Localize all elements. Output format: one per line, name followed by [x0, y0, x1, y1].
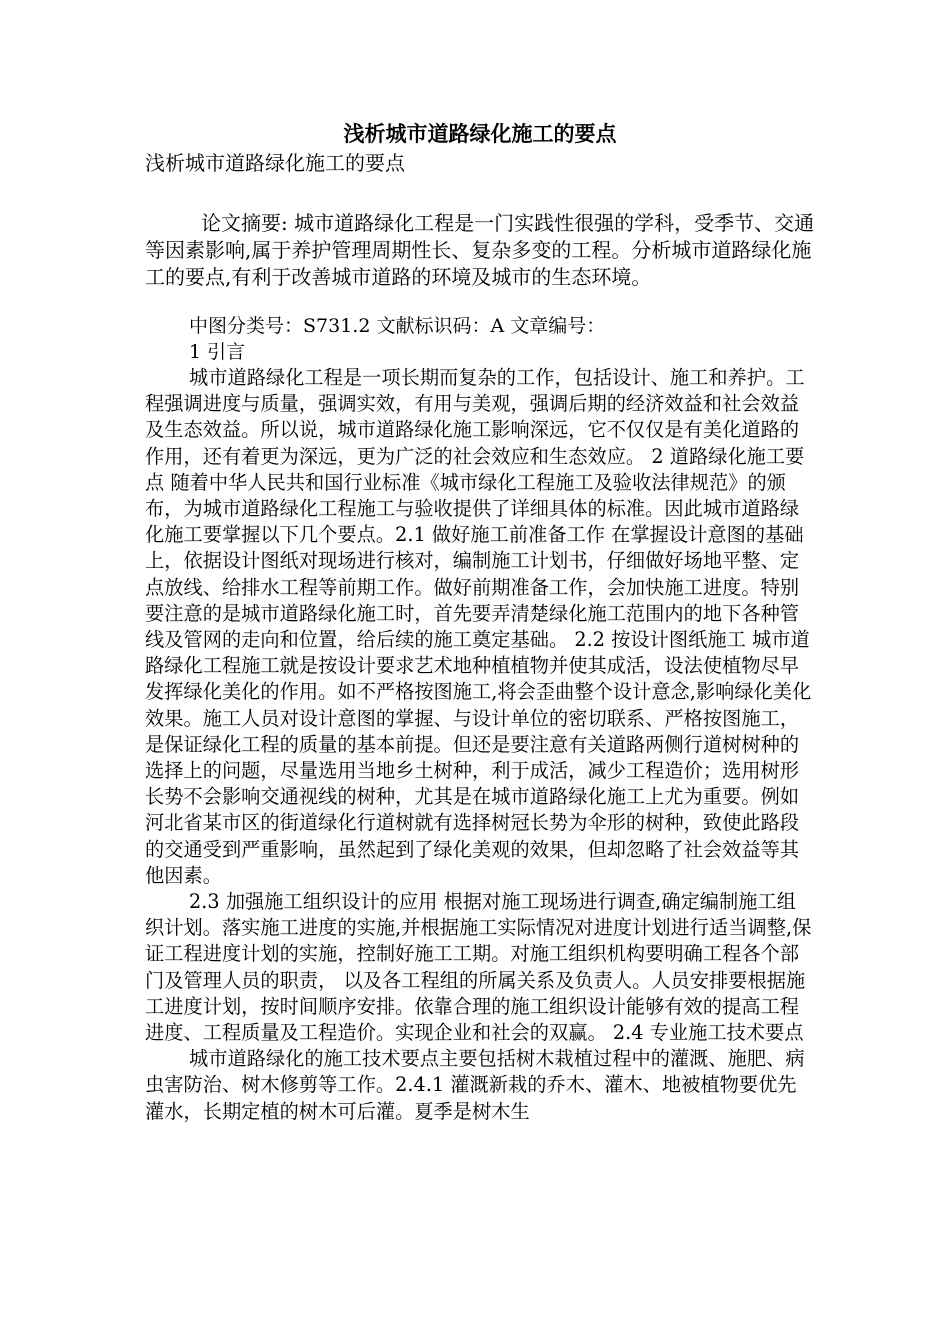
- body-paragraph: 城市道路绿化的施工技术要点主要包括树木栽植过程中的灌溉、施肥、病虫害防治、树木修剪等工作。2.4.1 灌溉新栽的乔木、灌木、地被植物要优先灌水，长期定植的树木可后灌。夏季是树木生: [145, 1047, 805, 1123]
- document-page: [145, 120, 815, 1125]
- body-paragraph: 城市道路绿化工程是一项长期而复杂的工作，包括设计、施工和养护。工程强调进度与质量，强调实效，有用与美观，强调后期的经济效益和社会效益及生态效益。所以说，城市道路绿化施工影响深远，它不仅仅是有美化道路的作用，还有着更为深远，更为广泛的社会效应和生态效应。 2 道路绿化施工要点 随着中华人民共和国行业标准《城市绿化工程施工及验收法律规范》的颁布，为城市道路绿化工程施工与验收提供了详细具体的标准。因此城市道路绿化施工要掌握以下几个要点。2.1 做好施工前准备工作 在掌握设计意图的基础上，依据设计图纸对现场进行核对，编制施工计划书，仔细做好场地平整、定点放线、给排水工程等前期工作。做好前期准备工作，会加快施工进度。特别要注意的是城市道路绿化施工时，首先要弄清楚绿化施工范围内的地下各种管线及管网的走向和位置，给后续的施工奠定基础。 2.2 按设计图纸施工 城市道路绿化工程施工就是按设计要求艺术地种植植物并使其成活，设法使植物尽早发挥绿化美化的作用。如不严格按图施工,将会歪曲整个设计意念,影响绿化美化效果。施工人员对设计意图的掌握、与设计单位的密切联系、严格按图施工，是保证绿化工程的质量的基本前提。但还是要注意有关道路两侧行道树树种的选择上的问题，尽量选用当地乡土树种，利于成活，减少工程造价；选用树形长势不会影响交通视线的树种，尤其是在城市道路绿化施工上尤为重要。例如河北省某市区的街道绿化行道树就有选择树冠长势为伞形的树种，致使此路段的交通受到严重影响，虽然起到了绿化美观的效果，但却忽略了社会效益等其他因素。: [145, 366, 812, 887]
- document-title: 浅析城市道路绿化施工的要点: [343, 123, 617, 146]
- body-paragraph: 2.3 加强施工组织设计的应用 根据对施工现场进行调查,确定编制施工组织计划。落实施工进度的实施,并根据施工实际情况对进度计划进行适当调整,保证工程进度计划的实施，控制好施工工期。对施工组织机构要明确工程各个部门及管理人员的职责， 以及各工程组的所属关系及负责人。人员安排要根据施工进度计划，按时间顺序安排。依靠合理的施工组织设计能够有效的提高工程进度、工程质量及工程造价。实现企业和社会的双赢。 2.4 专业施工技术要点: [145, 890, 812, 1045]
- document-subtitle: 浅析城市道路绿化施工的要点: [145, 151, 405, 175]
- abstract-paragraph: 论文摘要: 城市道路绿化工程是一门实践性很强的学科，受季节、交通等因素影响,属于养护管理周期性长、复杂多变的工程。分析城市道路绿化施工的要点,有利于改善城市道路的环境及城市的生态环境。: [145, 211, 815, 289]
- section-heading-introduction: 1 引言: [189, 341, 246, 363]
- classification-line: 中图分类号：S731.2 文献标识码：A 文章编号：: [189, 315, 606, 337]
